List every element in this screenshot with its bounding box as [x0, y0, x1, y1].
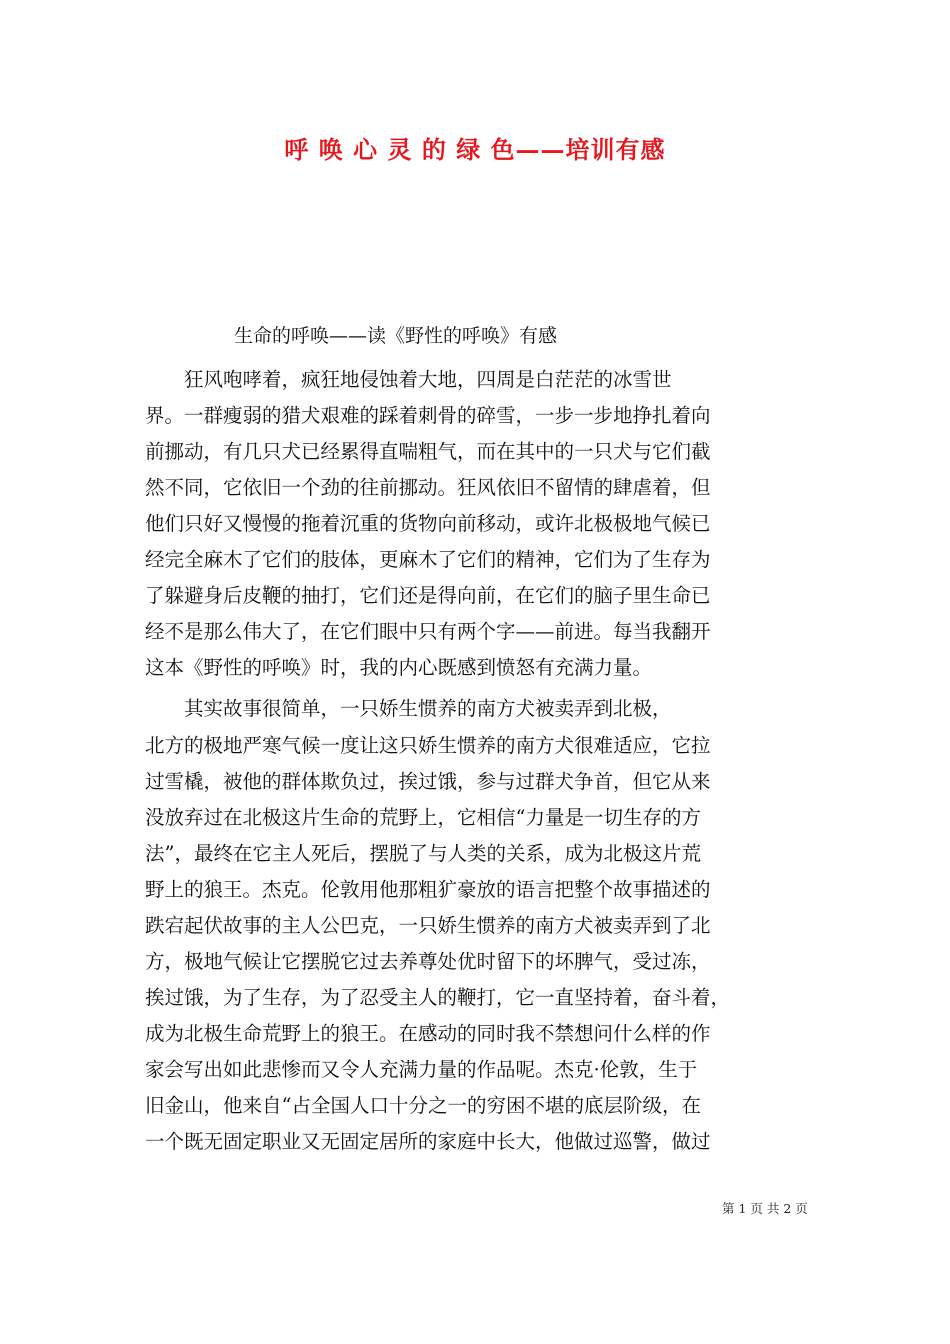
body-line: 前挪动，有几只犬已经累得直喘粗气，而在其中的一只犬与它们截: [145, 440, 711, 463]
body-line: 了躲避身后皮鞭的抽打，它们还是得向前，在它们的脑子里生命已: [145, 584, 711, 607]
body-line: 成为北极生命荒野上的狼王。在感动的同时我不禁想问什么样的作: [145, 1022, 711, 1045]
body-line: 过雪橇，被他的群体欺负过，挨过饿，参与过群犬争首，但它从来: [145, 770, 711, 793]
body-line: 跌宕起伏故事的主人公巴克，一只娇生惯养的南方犬被卖弄到了北: [145, 914, 711, 937]
body-line: 旧金山，他来自“占全国人口十分之一的穷困不堪的底层阶级，在: [145, 1094, 701, 1117]
body-line: 家会写出如此悲惨而又令人充满力量的作品呢。杰克·伦敦，生于: [145, 1058, 698, 1081]
body-line: 经完全麻木了它们的肢体，更麻木了它们的精神，它们为了生存为: [145, 548, 711, 571]
body-line: 狂风咆哮着，疯狂地侵蚀着大地，四周是白茫茫的冰雪世: [145, 368, 672, 391]
body-line: 北方的极地严寒气候一度让这只娇生惯养的南方犬很难适应，它拉: [145, 734, 711, 757]
body-line: 然不同，它依旧一个劲的往前挪动。狂风依旧不留情的肆虐着，但: [145, 476, 711, 499]
body-line: 其实故事很简单，一只娇生惯养的南方犬被卖弄到北极，: [145, 697, 672, 720]
page-number: 第 1 页 共 2 页: [722, 1201, 808, 1216]
body-line: 界。一群瘦弱的猎犬艰难的踩着刺骨的碎雪，一步一步地挣扎着向: [145, 404, 711, 427]
document-title: 呼 唤 心 灵 的 绿 色——培训有感: [284, 135, 666, 164]
body-line: 这本《野性的呼唤》时，我的内心既感到愤怒有充满力量。: [145, 656, 653, 679]
body-line: 经不是那么伟大了，在它们眼中只有两个字——前进。每当我翻开: [145, 620, 711, 643]
body-line: 没放弃过在北极这片生命的荒野上，它相信“力量是一切生存的方: [145, 806, 701, 829]
article-subtitle: 生命的呼唤——读《野性的呼唤》有感: [234, 325, 558, 347]
body-line: 野上的狼王。杰克。伦敦用他那粗犷豪放的语言把整个故事描述的: [145, 878, 711, 901]
body-line: 他们只好又慢慢的拖着沉重的货物向前移动，或许北极极地气候已: [145, 512, 711, 535]
body-line: 方，极地气候让它摆脱它过去养尊处优时留下的坏脾气，受过冻，: [145, 950, 711, 973]
body-line: 法”，最终在它主人死后，摆脱了与人类的关系，成为北极这片荒: [145, 842, 701, 865]
body-line: 一个既无固定职业又无固定居所的家庭中长大，他做过巡警，做过: [145, 1130, 711, 1153]
body-line: 挨过饿，为了生存，为了忍受主人的鞭打，它一直坚持着，奋斗着，: [145, 986, 731, 1009]
